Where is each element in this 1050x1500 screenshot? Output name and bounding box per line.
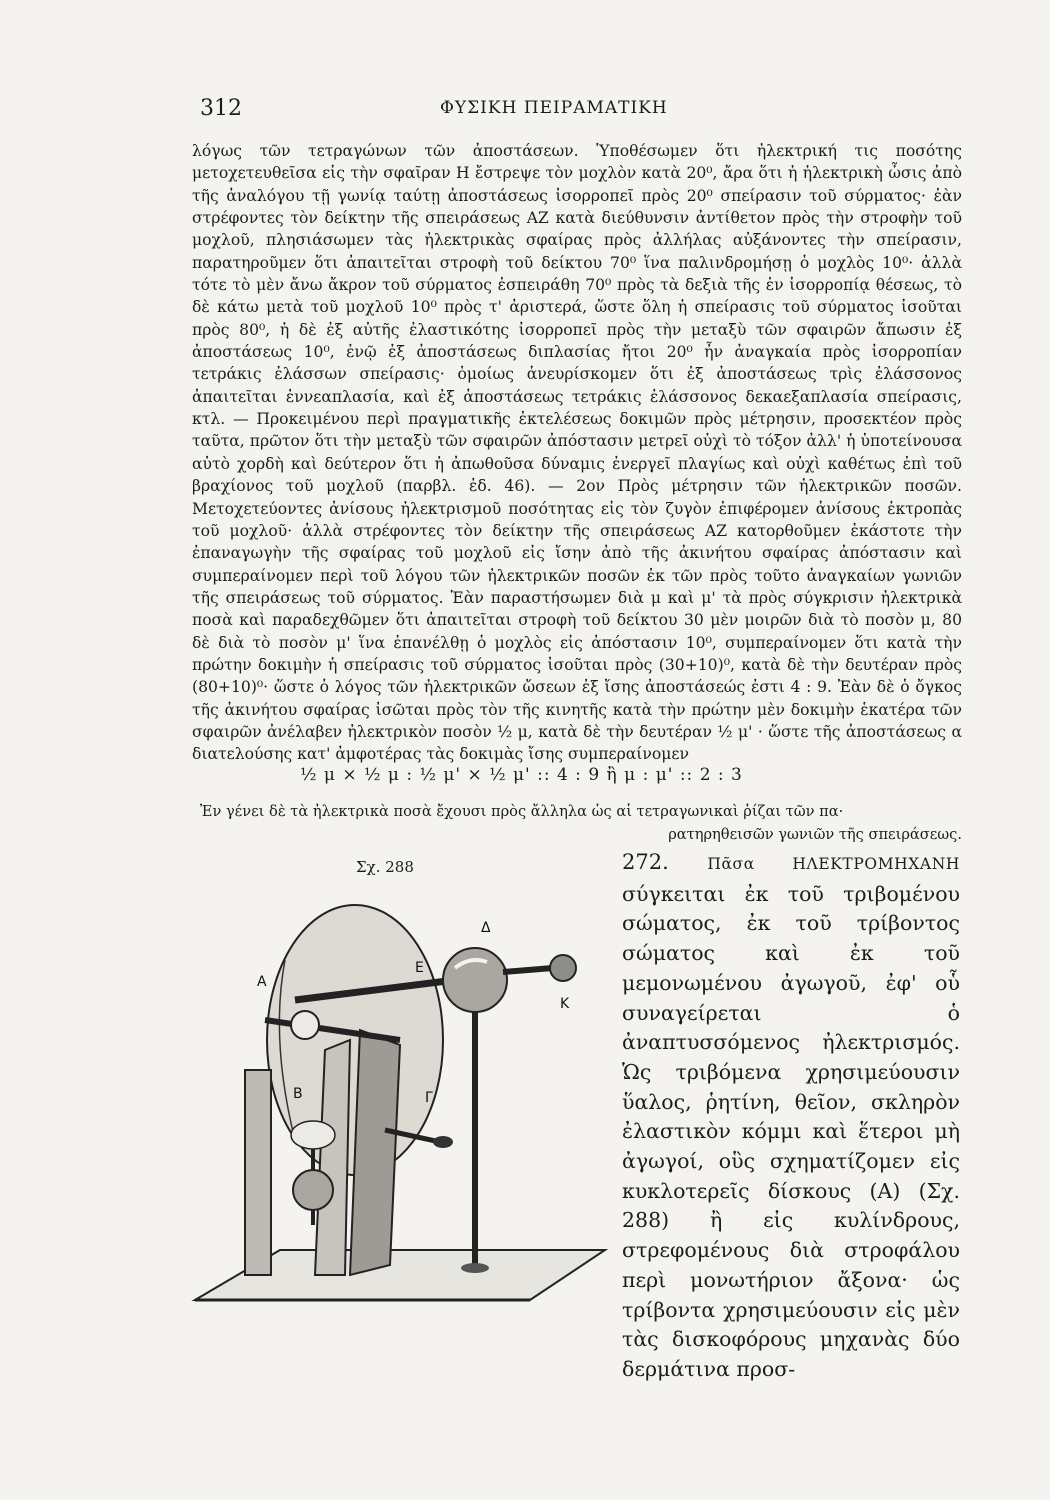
- crank-handle: [433, 1136, 453, 1148]
- figure-caption: Σχ. 288: [356, 858, 414, 876]
- page-number: 312: [200, 96, 242, 121]
- electrostatic-machine-drawing: [185, 880, 615, 1310]
- section-text: σύγκειται ἐκ τοῦ τριβομένου σώματος, ἐκ τοῦ τρίβοντος σώματος καὶ ἐκ τοῦ μεμονωμένου ἀγωγοῦ, ἐφ' οὗ συναγείρεται ὁ ἀναπτυσσόμενος ἠλεκτρισμός. Ὡς τριβόμενα χρησιμεύουσιν ὕαλος, ῥητίνη, θεῖον, σκληρὸν ἐλαστικὸν κόμμι καὶ ἕτεροι μὴ ἀγωγοί, οὓς σχηματίζομεν εἰς κυκλοτερεῖς δίσκους (Α) (Σχ. 288) ἢ εἰς κυλίνδρους, στρεφομένους διὰ στροφάλου περὶ μονωτήριον ἄξονα· ὡς τρίβοντα χρησιμεύουσιν εἰς μὲν τὰς δισκοφόρους μηχανὰς δύο δερμάτινα προσ-: [622, 881, 960, 1381]
- column-foot: [461, 1263, 489, 1273]
- discharge-knob: [550, 955, 576, 981]
- main-paragraph: λόγως τῶν τετραγώνων τῶν ἀποστάσεων. Ὑποθέσωμεν ὅτι ἠλεκτρική τις ποσότης μετοχετευθεῖσα εἰς τὴν σφαῖραν Η ἔστρεψε τὸν μοχλὸν κατὰ 20⁰, ἄρα ὅτι ἡ ἠλεκτρικὴ ὦσις ἀπὸ τῆς ἀναλόγου τῇ γωνίᾳ ταύτῃ ἀποστάσεως ἰσορροπεῖ πρὸς 20⁰ σπείρασιν τοῦ σύρματος· ἐὰν στρέφοντες τὸν δείκτην τῆς σπειράσεως ΑΖ κατὰ διεύθυνσιν ἀντίθετον πρὸς τὴν στροφὴν τοῦ μοχλοῦ, πλησιάσωμεν τὰς ἠλεκτρικὰς σφαίρας πρὸς ἀλλήλας αὐξάνοντες τὴν σπείρασιν, παρατηροῦμεν ὅτι ἀπαιτεῖται στροφὴ τοῦ δείκτου 70⁰ ἵνα παλινδρομήσῃ ὁ μοχλὸς 10⁰· ἀλλὰ τότε τὸ μὲν ἄνω ἄκρον τοῦ σύρματος ἐσπειράθη 70⁰ πρὸς τὰ δεξιὰ τῆς ἐν ἰσορροπίᾳ θέσεως, τὸ δὲ κάτω μετὰ τοῦ μοχλοῦ 10⁰ πρὸς τ' ἀριστερά, ὥστε ὅλη ἡ σπείρασις τοῦ σύρματος ἰσοῦται πρὸς 80⁰, ἡ δὲ ἐξ αὐτῆς ἐλαστικότης ἰσορροπεῖ πρὸς τὴν μεταξὺ τῶν σφαιρῶν ἄπωσιν ἐξ ἀποστάσεως 10⁰, ἐνῷ ἐξ ἀποστάσεως διπλασίας ἤτοι 20⁰ ἦν ἀναγκαία πρὸς ἰσορροπίαν τετράκις ἐλάσσων σπείρασις· ὁμοίως ἀνευρίσκομεν ὅτι ἐξ ἀποστάσεως τρὶς ἐλάσσονος ἀπαιτεῖται ἐννεαπλασία, καὶ ἐξ ἀποστάσεως τετράκις ἐλάσσονος δεκαεξαπλασία σπείρασις, κτλ. — Προκειμένου περὶ πραγματικῆς ἐκτελέσεως δοκιμῶν πρὸς μέτρησιν, προσεκτέον πρὸς ταῦτα, πρῶτον ὅτι τὴν μεταξὺ τῶν σφαιρῶν ἀπόστασιν μετρεῖ οὐχὶ τὸ τόξον ἀλλ' ἡ ὑποτείνουσα αὐτὸ χορδὴ καὶ δεύτερον ὅτι ἡ ἀπωθοῦσα δύναμις ἐνεργεῖ πλαγίως καὶ οὐχὶ καθέτως ἐπὶ τοῦ βραχίονος τοῦ μοχλοῦ (παρβλ. ἐδ. 46). — 2ον Πρὸς μέτρησιν τῶν ἠλεκτρικῶν ποσῶν. Μετοχετεύοντες ἀνίσους ἠλεκτρισμοῦ ποσότητας εἰς τὸν ζυγὸν ἐπιφέρομεν ἀνίσους ἐκτροπὰς τοῦ μοχλοῦ· ἀλλὰ στρέφοντες τὸν δείκτην τῆς σπειράσεως ΑΖ κατορθοῦμεν ἑκάστοτε τὴν ἐπαναγωγὴν τῆς σφαίρας τοῦ μοχλοῦ εἰς ἴσην ἀπὸ τῆς ἀκινήτου σφαίρας ἀπόστασιν καὶ συμπεραίνομεν περὶ τοῦ λόγου τῶν ἠλεκτρικῶν ποσῶν ἐκ τῶν πρὸς τοῦτο ἀναγκαίων γωνιῶν τῆς σπειράσεως τοῦ σύρματος. Ἐὰν παραστήσωμεν διὰ μ καὶ μ' τὰ πρὸς σύγκρισιν ἠλεκτρικὰ ποσὰ καὶ παραδεχθῶμεν ὅτι ἀπαιτεῖται στροφὴ τοῦ δείκτου 30 μὲν μοιρῶν διὰ τὸ ποσὸν μ, 80 δὲ διὰ τὸ ποσὸν μ' ἵνα ἐπανέλθῃ ὁ μοχλὸς εἰς ἀπόστασιν 10⁰, συμπεραίνομεν ὅτι κατὰ τὴν πρώτην δοκιμὴν ἡ σπείρασις τοῦ σύρματος ἰσοῦται πρὸς (30+10)⁰, κατὰ δὲ τὴν δευτέραν πρὸς (80+10)⁰· ὥστε ὁ λόγος τῶν ἠλεκτρικῶν ὤσεων ἐξ ἴσης ἀποστάσεώς ἐστι 4 : 9. Ἐὰν δὲ ὁ ὄγκος τῆς ἀκινήτου σφαίρας ἰσῶται πρὸς τὸν τῆς κινητῆς κατὰ τὴν πρώτην μὲν δοκιμὴν ἑκατέρα τῶν σφαιρῶν ἀνέλαβεν ἠλεκτρικὸν ποσὸν ½ μ, κατὰ δὲ τὴν δευτέραν ½ μ' · ὥστε τῆς ἀποστάσεως α διατελούσης κατ' ἀμφοτέρας τὰς δοκιμὰς ἴσης συμπεραίνομεν: [192, 142, 962, 764]
- section-number: 272.: [622, 850, 669, 874]
- note-line-2: ρατηρηθεισῶν γωνιῶν τῆς σπειράσεως.: [668, 826, 962, 843]
- running-title: ΦΥΣΙΚΗ ΠΕΙΡΑΜΑΤΙΚΗ: [440, 98, 668, 118]
- rear-upright: [245, 1070, 271, 1275]
- label-g: Γ: [425, 1090, 433, 1106]
- section-paragraph: [622, 848, 960, 1385]
- label-b: Β: [293, 1086, 303, 1102]
- label-k: Κ: [560, 996, 570, 1012]
- section-272: [622, 848, 960, 1385]
- label-e: Ε: [415, 960, 424, 976]
- conclusion-note: [200, 800, 962, 846]
- discharge-rod: [503, 968, 553, 972]
- page-header: [200, 96, 960, 130]
- note-line-1: Ἐν γένει δὲ τὰ ἠλεκτρικὰ ποσὰ ἔχουσι πρὸς ἄλληλα ὡς αἱ τετραγωνικαὶ ῥίζαι τῶν πα·: [200, 803, 844, 820]
- front-upright: [350, 1030, 400, 1275]
- label-a: Α: [257, 974, 267, 990]
- main-paragraph-block: [192, 140, 962, 766]
- label-d: Δ: [481, 920, 491, 936]
- electrostatic-machine-illustration: [185, 880, 615, 1310]
- electrometer: [291, 1121, 335, 1149]
- section-title: Πᾶσα ΗΛΕΚΤΡΟΜΗΧΑΝΗ: [707, 855, 960, 873]
- prime-conductor-ball: [443, 948, 507, 1012]
- axle-hub: [291, 1011, 319, 1039]
- lower-sphere: [293, 1170, 333, 1210]
- proportion-formula: ½ μ × ½ μ : ½ μ' × ½ μ' :: 4 : 9 ἢ μ : μ' :: 2 : 3: [300, 765, 743, 785]
